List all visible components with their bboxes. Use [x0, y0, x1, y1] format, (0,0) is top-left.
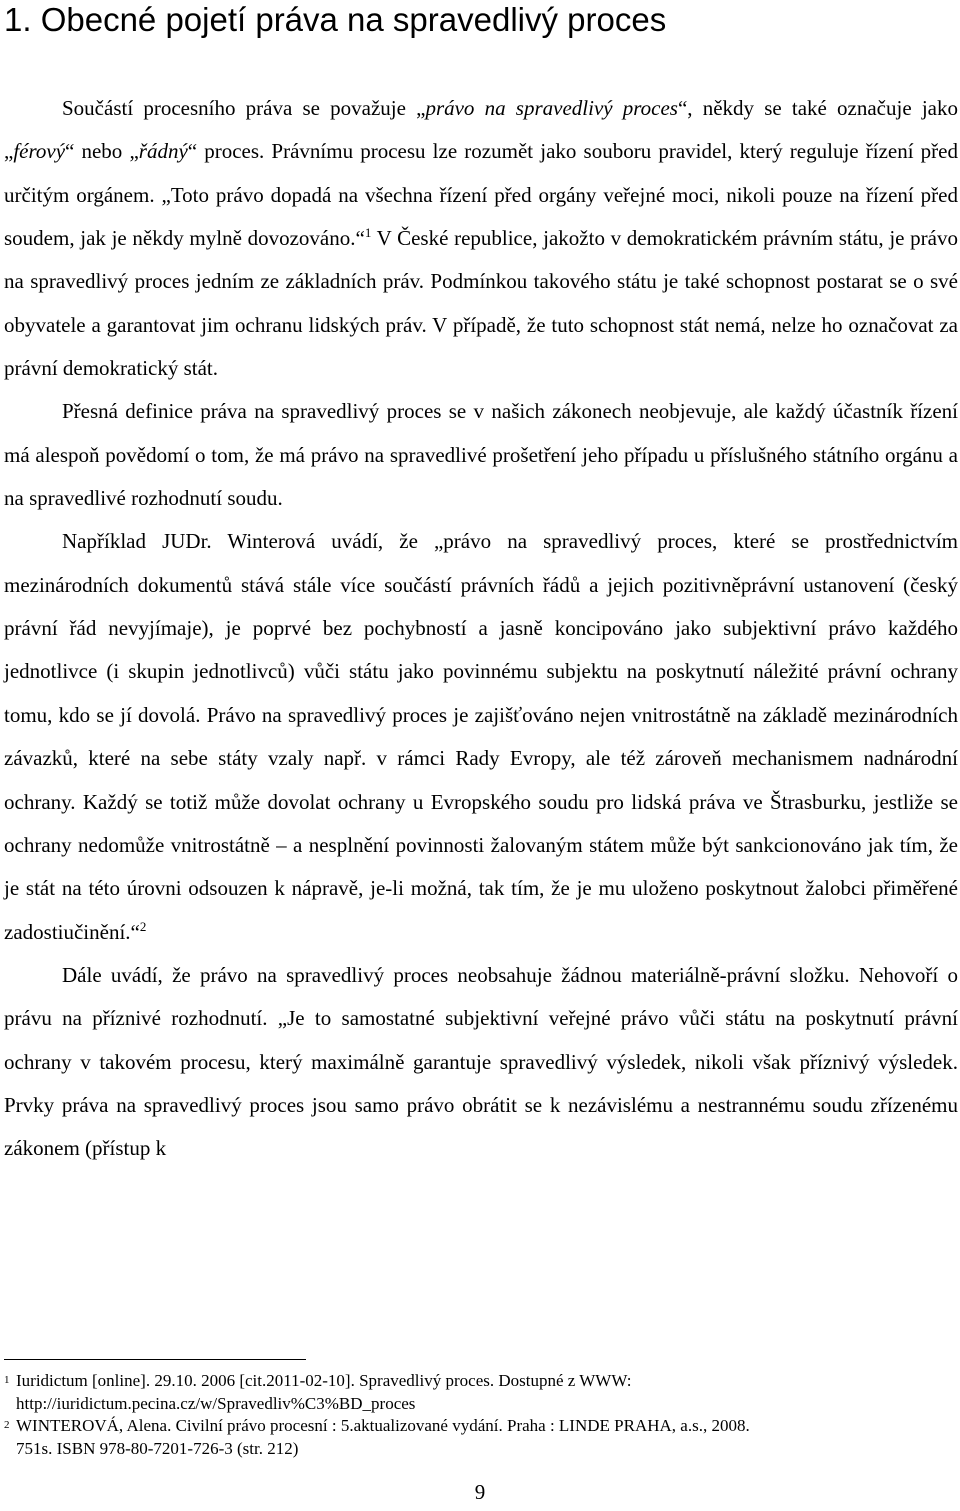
emphasis-text: férový	[13, 139, 66, 164]
emphasis-text: řádný	[138, 139, 188, 164]
paragraph-2: Přesná definice práva na spravedlivý proces se v našich zákonech neobjevuje, ale každý účastník řízení má alespoň povědomí o tom, že má právo na spravedlivé prošetření jeho případu u příslušného státního orgánu a na spravedlivé rozhodnutí soudu.	[4, 399, 958, 511]
footnote-text: Iuridictum [online]. 29.10. 2006 [cit.2011-02-10]. Spravedlivý proces. Dostupné z WWW:	[16, 1371, 632, 1390]
footnote-1: 1 Iuridictum [online]. 29.10. 2006 [cit.2011-02-10]. Spravedlivý proces. Dostupné z WWW: http://iuridictum.pecina.cz/w/Spravedliv%C3%BD_proces	[4, 1370, 944, 1415]
chapter-heading: 1. Obecné pojetí práva na spravedlivý proces	[4, 1, 667, 38]
footnote-reference-2: 2	[139, 918, 147, 934]
footnote-link: http://iuridictum.pecina.cz/w/Spravedliv%C3%BD_proces	[16, 1393, 416, 1413]
page-number: 9	[474, 1480, 486, 1504]
footnote-text: WINTEROVÁ, Alena. Civilní právo procesní : 5.aktualizované vydání. Praha : LINDE PRAHA, a.s., 2008.	[16, 1416, 750, 1435]
paragraph-1: Součástí procesního práva se považuje „právo na spravedlivý proces“, někdy se také označuje jako „férový“ nebo „řádný“ proces. Právnímu procesu lze rozumět jako souboru pravidel, který reguluje řízení před určitým orgánem. „Toto právo dopadá na všechna řízení před orgány veřejné moci, nikoli pouze na řízení před soudem, jak je někdy mylně dovozováno.“$^1$ V České republice, jakožto v demokratickém právním státu, je právo na spravedlivý proces jedním ze základních práv. Podmínkou takového státu je také schopnost postarat se o své obyvatele a garantovat jim ochranu lidských práv. V případě, že tuto schopnost stát nemá, nelze ho označovat za právní demokratický stát.	[4, 96, 958, 381]
paragraph-3: Například JUDr. Winterová uvádí, že „právo na spravedlivý proces, které se prostřednictvím mezinárodních dokumentů stává stále více součástí právních řádů a jejich pozitivněprávní ustanovení (český právní řád nevyjímaje), je poprvé bez pochybností a jasně koncipováno jako subjektivní právo každého jednotlivce (i skupin jednotlivců) vůči státu jako povinnému subjektu na poskytnutí náležité právní ochrany tomu, kdo se jí dovolá. Právo na spravedlivý proces je zajišťováno nejen vnitrostátně na základě mezinárodních závazků, které na sebe státy vzaly např. v rámci Rady Evropy, ale též zároveň mechanismem nadnárodní ochrany. Každý se totiž může dovolat ochrany u Evropského soudu pro lidská práva ve Štrasburku, jestliže se ochrany nedomůže vnitrostátně – a nesplnění povinnosti žalovaným státem může být sankcionováno jak tím, že je stát na této úrovni odsouzen k nápravě, je-li možná, tak tím, že je mu uloženo poskytnout žalobci přiměřené zadostiučinění.“$^2$	[4, 529, 958, 944]
body-text	[4, 87, 958, 1171]
footnotes	[4, 1370, 944, 1460]
paragraph-4: Dále uvádí, že právo na spravedlivý proces neobsahuje žádnou materiálně-právní složku. Nehovoří o právu na příznivé rozhodnutí. „Je to samostatné subjektivní veřejné právo vůči státu na poskytnutí právní ochrany v takovém procesu, který maximálně garantuje spravedlivý výsledek, nikoli však příznivý výsledek. Prvky práva na spravedlivý proces jsou samo právo obrátit se k nezávislému a nestrannému soudu zřízenému zákonem (přístup k	[4, 962, 958, 1161]
footnote-citation: 751s. ISBN 978-80-7201-726-3 (str. 212)	[16, 1438, 299, 1458]
footnote-2: 2 WINTEROVÁ, Alena. Civilní právo procesní : 5.aktualizované vydání. Praha : LINDE PRAHA, a.s., 2008. 751s. ISBN 978-80-7201-726-3 (str. 212)	[4, 1415, 944, 1460]
footnote-reference-1: 1	[364, 225, 372, 241]
emphasis-text: právo na spravedlivý proces	[425, 96, 678, 120]
footnote-separator	[4, 1359, 306, 1360]
